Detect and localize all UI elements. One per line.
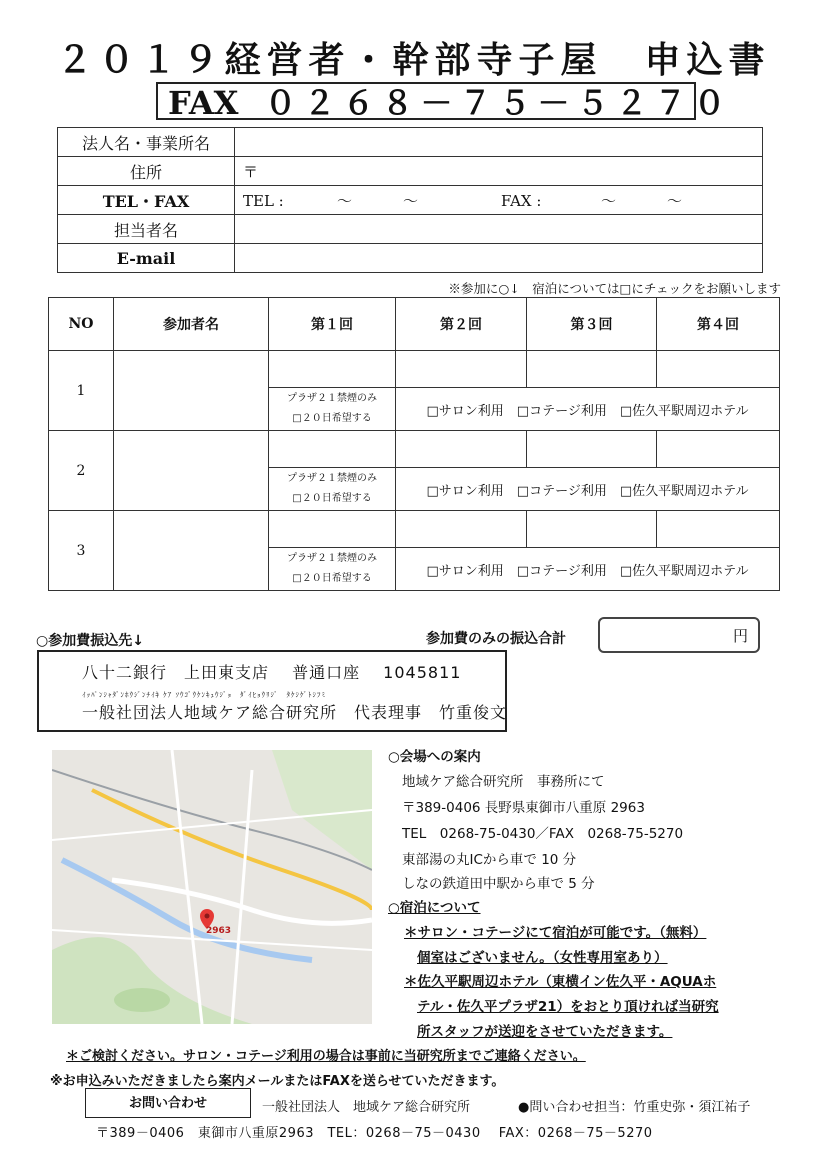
session-4-field[interactable] xyxy=(657,431,780,468)
tel-tilde-1: ～ xyxy=(337,191,353,210)
company-name-label: 法人名・事業所名 xyxy=(58,128,235,157)
plaza-option-cell[interactable] xyxy=(269,468,396,511)
session-3-field[interactable] xyxy=(527,351,657,388)
session-4-field[interactable] xyxy=(657,351,780,388)
tel-tilde-2: ～ xyxy=(403,191,419,210)
session-1-field[interactable] xyxy=(269,511,396,548)
venue-heading: ○会場への案内 xyxy=(388,749,481,765)
row-no: 1 xyxy=(49,351,114,431)
fax-number: ０２６８－７５－５２７０ xyxy=(264,84,733,122)
plaza-option-cell[interactable] xyxy=(269,548,396,591)
contact-organization: 一般社団法人 地域ケア総合研究所 xyxy=(262,1100,471,1115)
venue-line: 地域ケア総合研究所 事務所にて xyxy=(402,774,605,790)
bank-account-holder: 一般社団法人地域ケア総合研究所 代表理事 竹重俊文 xyxy=(82,703,508,722)
row-no: 3 xyxy=(49,511,114,591)
plaza-option-text: プラザ２１禁煙のみ xyxy=(287,553,377,564)
form-title: ２０１９経営者・幹部寺子屋 申込書 xyxy=(56,39,771,81)
session-2-field[interactable] xyxy=(396,511,527,548)
participants-table xyxy=(48,297,780,591)
lodging-options[interactable]: □サロン利用 □コテージ利用 □佐久平駅周辺ホテル xyxy=(396,388,780,431)
contact-box: お問い合わせ xyxy=(85,1088,251,1118)
address-label: 住所 xyxy=(58,157,235,186)
day20-checkbox[interactable]: □２０日希望する xyxy=(292,493,372,504)
col-header-session-3: 第３回 xyxy=(527,298,657,351)
total-label: 参加費のみの振込合計 xyxy=(426,631,566,647)
fax-tilde-1: ～ xyxy=(601,191,617,210)
lodging-options[interactable]: □サロン利用 □コテージ利用 □佐久平駅周辺ホテル xyxy=(396,468,780,511)
contact-person-field[interactable] xyxy=(235,215,763,244)
venue-map xyxy=(52,750,372,1024)
lodging-line: 所スタッフが送迎をさせていただきます。 xyxy=(417,1024,673,1040)
fax-tilde-2: ～ xyxy=(667,191,683,210)
session-3-field[interactable] xyxy=(527,431,657,468)
venue-line: 東部湯の丸ICから車で 10 分 xyxy=(402,852,577,868)
lodging-heading: ○宿泊について xyxy=(388,900,481,916)
lodging-line: ＊佐久平駅周辺ホテル（東横イン佐久平・AQUAホ xyxy=(404,974,717,990)
contact-address: 〒389－0406 東御市八重原2963 TEL：0268－75－0430 FAX：0268－75－5270 xyxy=(96,1126,653,1141)
map-graphic xyxy=(52,750,372,1024)
footer-note-confirmation: ※お申込みいただきましたら案内メールまたはFAXを送らせていただきます。 xyxy=(50,1074,505,1089)
bank-name-ruby: ｲｯﾊﾟﾝｼｬﾀﾞﾝﾎｳｼﾞﾝﾁｲｷ ｹｱ ｿｳｺﾞｳｹﾝｷｭｳｼﾞｮ ﾀﾞｲﾋｮｳﾘｼﾞ ﾀｹｼｹﾞﾄｼﾌﾐ xyxy=(82,691,326,699)
col-header-no: NO xyxy=(49,298,114,351)
contact-person-label: 担当者名 xyxy=(58,215,235,244)
participant-name-field[interactable] xyxy=(114,431,269,511)
address-field[interactable] xyxy=(235,157,763,186)
col-header-session-1: 第１回 xyxy=(269,298,396,351)
venue-line: 〒389-0406 長野県東御市八重原 2963 xyxy=(402,800,645,816)
company-name-field[interactable] xyxy=(235,128,763,157)
col-header-session-4: 第４回 xyxy=(657,298,780,351)
participant-name-field[interactable] xyxy=(114,511,269,591)
postal-mark: 〒 xyxy=(243,162,259,181)
session-4-field[interactable] xyxy=(657,511,780,548)
footer-note-contact: ＊ご検討ください。サロン・コテージ利用の場合は事前に当研究所までご連絡ください。 xyxy=(66,1049,586,1064)
fax-label: FAX xyxy=(168,84,239,122)
telfax-label: TEL・FAX xyxy=(58,186,235,215)
yen-unit: 円 xyxy=(732,627,748,645)
venue-line: TEL 0268-75-0430／FAX 0268-75-5270 xyxy=(402,826,684,842)
col-header-name: 参加者名 xyxy=(114,298,269,351)
row-no: 2 xyxy=(49,431,114,511)
session-1-field[interactable] xyxy=(269,431,396,468)
plaza-option-text: プラザ２１禁煙のみ xyxy=(287,473,377,484)
fax-number-box xyxy=(156,82,733,122)
plaza-option-cell[interactable] xyxy=(269,388,396,431)
day20-checkbox[interactable]: □２０日希望する xyxy=(292,573,372,584)
applicant-info-table xyxy=(57,127,763,273)
checkbox-instruction-note: ※参加に○↓ 宿泊については□にチェックをお願いします xyxy=(448,281,781,296)
map-pin-label: 2963 xyxy=(206,926,232,936)
lodging-line: テル・佐久平プラザ21）をおとり頂ければ当研究 xyxy=(417,999,719,1015)
lodging-line: 個室はございません。（女性専用室あり） xyxy=(417,950,668,966)
participant-name-field[interactable] xyxy=(114,351,269,431)
session-2-field[interactable] xyxy=(396,431,527,468)
session-3-field[interactable] xyxy=(527,511,657,548)
day20-checkbox[interactable]: □２０日希望する xyxy=(292,413,372,424)
lodging-options[interactable]: □サロン利用 □コテージ利用 □佐久平駅周辺ホテル xyxy=(396,548,780,591)
telfax-field[interactable] xyxy=(235,186,763,215)
contact-persons: ●問い合わせ担当：竹重史弥・須江祐子 xyxy=(518,1100,751,1115)
email-label: E-mail xyxy=(58,244,235,273)
email-field[interactable] xyxy=(235,244,763,273)
col-header-session-2: 第２回 xyxy=(396,298,527,351)
tel-prefix: TEL : xyxy=(243,191,284,210)
bank-account-line: 八十二銀行 上田東支店 普通口座 1045811 xyxy=(82,663,462,682)
fax-prefix: FAX : xyxy=(501,191,542,210)
session-1-field[interactable] xyxy=(269,351,396,388)
bank-transfer-heading: ○参加費振込先↓ xyxy=(36,633,144,649)
lodging-line: ＊サロン・コテージにて宿泊が可能です。（無料） xyxy=(404,925,707,941)
venue-line: しなの鉄道田中駅から車で 5 分 xyxy=(402,876,595,892)
plaza-option-text: プラザ２１禁煙のみ xyxy=(287,393,377,404)
total-amount-field[interactable] xyxy=(598,617,760,653)
session-2-field[interactable] xyxy=(396,351,527,388)
